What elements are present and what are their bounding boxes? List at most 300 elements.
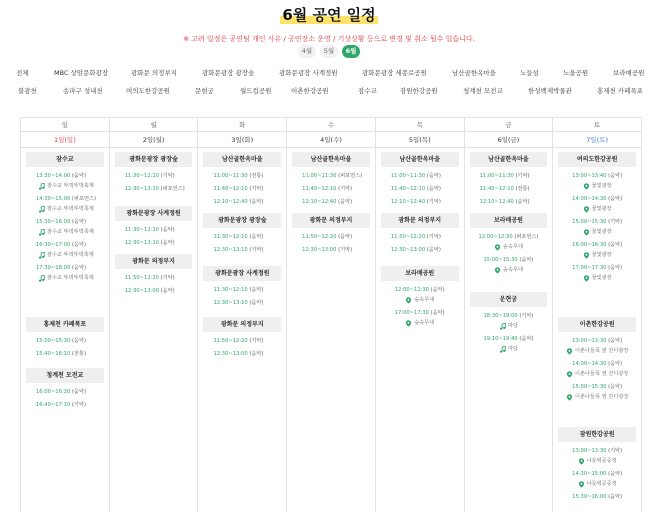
time-range: 11:30~12:10 <box>124 173 159 179</box>
venue-name[interactable]: 운현궁 <box>470 292 548 307</box>
date-label: 3일(화) <box>198 132 286 148</box>
genre-label: (전통) <box>71 351 86 357</box>
performance-location <box>470 344 548 354</box>
day-column-wed <box>287 118 376 512</box>
location-pin-icon <box>566 348 573 355</box>
time-range: 13:30~14:00 <box>36 173 71 179</box>
performance-time <box>213 233 281 242</box>
time-range: 12:30~13:10 <box>213 247 248 253</box>
venue-card <box>203 213 281 255</box>
performance-item[interactable] <box>26 264 104 283</box>
genre-label: (음악) <box>608 338 623 344</box>
performance-time <box>125 185 193 194</box>
performance-time <box>558 241 636 250</box>
location-name: 물빛광장 <box>591 206 612 212</box>
performance-time <box>558 218 636 227</box>
location-name: 물빛광장 <box>591 229 612 235</box>
venue-filter-item[interactable]: 노을공원 <box>563 69 589 77</box>
venue-filter-item[interactable]: 잠원한강공원 <box>400 87 438 95</box>
venue-card <box>381 152 459 207</box>
venue-card <box>115 254 193 296</box>
performance-item[interactable] <box>203 246 281 255</box>
time-range: 15:30~16:00 <box>36 219 71 225</box>
date-label: 7일(토) <box>553 132 641 148</box>
performance-item[interactable] <box>26 337 104 346</box>
time-range: 15:00~15:30 <box>36 338 71 344</box>
location-pin-icon <box>583 229 590 236</box>
performance-time <box>391 246 459 255</box>
location-pin-icon <box>566 371 573 378</box>
time-range: 11:40~12:10 <box>479 186 514 192</box>
venue-card <box>26 317 104 359</box>
venue-name[interactable]: 여의도한강공원 <box>558 152 636 167</box>
performance-item[interactable] <box>470 185 548 194</box>
time-range: 11:50~12:20 <box>213 338 248 344</box>
time-range: 12:00~12:30 <box>478 234 513 240</box>
performance-time <box>125 287 193 296</box>
performance-time <box>470 335 548 344</box>
time-range: 14:30~15:00 <box>36 196 71 202</box>
venue-filter-item[interactable]: 문현궁 <box>195 87 214 95</box>
music-note-icon <box>38 183 45 190</box>
performance-item[interactable] <box>558 360 636 379</box>
performance-item[interactable] <box>558 218 636 237</box>
performance-time <box>213 337 281 346</box>
genre-label: (기악) <box>338 247 353 253</box>
genre-label: (음악) <box>426 247 441 253</box>
venue-name[interactable]: 홍제천 카페폭포 <box>26 317 104 332</box>
music-note-icon <box>38 229 45 236</box>
performance-location <box>558 369 636 379</box>
weekday-label: 토 <box>553 118 641 132</box>
venue-filter-item[interactable]: 홍제천 카페폭포 <box>597 87 644 95</box>
venue-filter-item[interactable]: 잠수교 <box>358 87 377 95</box>
day-column-fri <box>465 118 554 512</box>
venue-filter-item[interactable]: 청계천 모전교 <box>463 87 503 95</box>
time-range: 13:00~13:30 <box>572 338 607 344</box>
performance-item[interactable] <box>470 198 548 207</box>
time-range: 11:30~12:10 <box>213 234 248 240</box>
genre-label: (음악) <box>515 199 530 205</box>
venue-filter-item[interactable]: MBC 상암문화광장 <box>54 69 109 77</box>
time-range: 13:00~13:40 <box>572 173 607 179</box>
performance-time <box>36 264 104 273</box>
performance-time <box>381 286 459 295</box>
time-range: 12:30~13:10 <box>124 186 159 192</box>
performance-item[interactable] <box>470 335 548 354</box>
performance-time <box>558 383 636 392</box>
genre-label: (음악) <box>71 173 86 179</box>
performance-item[interactable] <box>115 287 193 296</box>
performance-item[interactable] <box>115 274 193 283</box>
genre-label: (전통) <box>249 173 264 179</box>
venue-card <box>203 152 281 207</box>
performance-item[interactable] <box>26 172 104 191</box>
performance-location <box>381 295 459 305</box>
performance-time <box>213 350 281 359</box>
venue-name[interactable]: 이촌한강공원 <box>558 317 636 332</box>
venue-name[interactable]: 광화문광장 광장숲 <box>115 152 193 167</box>
performance-location <box>558 204 636 214</box>
genre-label: (음악) <box>160 240 175 246</box>
genre-label: (음악) <box>608 494 623 500</box>
genre-label: (기악) <box>515 173 530 179</box>
venue-filter-item[interactable]: 광화문 의정부지 <box>131 69 178 77</box>
genre-label: (음악) <box>338 234 353 240</box>
performance-item[interactable] <box>470 233 548 252</box>
performance-item[interactable] <box>558 470 636 489</box>
day-column-thu <box>376 118 465 512</box>
genre-label: (음악) <box>71 242 86 248</box>
performance-time <box>470 312 548 321</box>
time-range: 11:30~12:10 <box>124 227 159 233</box>
location-name: 물빛광장 <box>591 275 612 281</box>
location-pin-icon <box>583 206 590 213</box>
performance-item[interactable] <box>203 350 281 359</box>
location-name: 잠수교 뚜벅뚜벅축제 <box>47 206 94 212</box>
time-range: 14:30~15:00 <box>572 471 607 477</box>
genre-label: (기악) <box>249 338 264 344</box>
venue-card <box>292 213 370 255</box>
performance-item[interactable] <box>558 337 636 356</box>
venue-card <box>115 152 193 194</box>
location-name: 숲속무대 <box>414 297 435 303</box>
performance-item[interactable] <box>558 383 636 402</box>
weekday-label: 수 <box>287 118 375 132</box>
venue-card <box>203 317 281 359</box>
genre-label: (음악) <box>608 265 623 271</box>
performance-location <box>558 346 636 356</box>
day-column-mon <box>110 118 199 512</box>
location-pin-icon <box>566 394 573 401</box>
performance-item[interactable] <box>292 172 370 181</box>
notice-text: ※ 고려 일정은 공연팀 개인 사유 / 공연장소 운영 / 기상상황 등으로 변경 및 취소 될수 있습니다. <box>183 35 475 43</box>
venue-card <box>558 427 636 502</box>
performance-item[interactable] <box>558 264 636 283</box>
time-range: 12:10~12:40 <box>479 199 514 205</box>
performance-time <box>558 264 636 273</box>
performance-item[interactable] <box>26 350 104 359</box>
time-range: 12:30~13:00 <box>213 351 248 357</box>
venue-card <box>292 152 370 207</box>
performance-location <box>558 392 636 402</box>
venue-name[interactable]: 남산골한옥마을 <box>292 152 370 167</box>
time-range: 11:40~12:10 <box>213 186 248 192</box>
location-pin-icon <box>405 297 412 304</box>
genre-label: (음악) <box>608 471 623 477</box>
performance-time <box>125 226 193 235</box>
venue-name[interactable]: 남산골한옥마을 <box>203 152 281 167</box>
performance-time <box>391 233 459 242</box>
location-name: 이촌나들목 옆 잔디광장 <box>574 348 629 354</box>
performance-time <box>213 299 281 308</box>
performance-item[interactable] <box>203 299 281 308</box>
genre-label: (퍼포먼스) <box>514 234 539 240</box>
location-pin-icon <box>405 320 412 327</box>
venue-card <box>26 152 104 283</box>
venue-card <box>26 368 104 410</box>
venue-filter-item[interactable]: 노들섬 <box>520 69 539 77</box>
performance-time <box>381 309 459 318</box>
venue-filter-item[interactable]: 광화문광장 사계정원 <box>279 69 338 77</box>
location-pin-icon <box>578 481 585 488</box>
genre-label: (기악) <box>249 247 264 253</box>
music-note-icon <box>499 323 506 330</box>
location-name: 물빛광장 <box>591 183 612 189</box>
performance-time <box>36 241 104 250</box>
location-pin-icon <box>583 252 590 259</box>
venue-filter-item[interactable]: 이촌한강공원 <box>291 87 329 95</box>
performance-item[interactable] <box>115 239 193 248</box>
performance-item[interactable] <box>26 401 104 410</box>
time-range: 11:40~12:10 <box>302 186 337 192</box>
time-range: 12:30~13:10 <box>213 300 248 306</box>
venue-name[interactable]: 잠원한강공원 <box>558 427 636 442</box>
venue-filter-item[interactable]: 여의도한강공원 <box>126 87 170 95</box>
performance-item[interactable] <box>115 172 193 181</box>
venue-card <box>470 152 548 207</box>
time-range: 11:50~12:20 <box>390 234 426 240</box>
genre-label: (음악) <box>430 310 445 316</box>
weekday-label: 화 <box>198 118 286 132</box>
venue-card <box>558 152 636 283</box>
performance-time <box>558 337 636 346</box>
location-name: 잠수교 뚜벅뚜벅축제 <box>47 183 94 189</box>
music-note-icon <box>38 252 45 259</box>
performance-item[interactable] <box>203 286 281 295</box>
performance-location <box>558 227 636 237</box>
performance-item[interactable] <box>381 286 459 305</box>
performance-location <box>558 250 636 260</box>
venue-name[interactable]: 광화문 의정부지 <box>381 213 459 228</box>
performance-time <box>36 172 104 181</box>
time-range: 12:30~13:00 <box>302 247 337 253</box>
performance-item[interactable] <box>292 185 370 194</box>
venue-name[interactable]: 광화문광장 광장숲 <box>203 213 281 228</box>
location-pin-icon <box>494 267 501 274</box>
time-range: 16:40~17:10 <box>36 402 71 408</box>
genre-label: (음악) <box>160 288 175 294</box>
venue-filter-item[interactable]: 월드컵공원 <box>240 87 272 95</box>
performance-item[interactable] <box>381 185 459 194</box>
venue-filter-item[interactable]: 한성백제박물관 <box>528 87 572 95</box>
performance-item[interactable] <box>381 309 459 328</box>
venue-name[interactable]: 광화문 의정부지 <box>115 254 193 269</box>
genre-label: (음악) <box>71 219 86 225</box>
performance-item[interactable] <box>558 172 636 191</box>
genre-label: (음악) <box>426 173 441 179</box>
time-range: 11:50~12:20 <box>302 234 337 240</box>
venue-filter-item[interactable]: 불광천 <box>18 87 37 95</box>
date-label: 1일(일) <box>21 132 109 148</box>
performance-item[interactable] <box>558 195 636 214</box>
genre-label: (음악) <box>608 384 623 390</box>
performance-item[interactable] <box>558 493 636 502</box>
location-name: 잠수교 뚜벅뚜벅축제 <box>47 275 94 281</box>
performance-item[interactable] <box>203 172 281 181</box>
performance-item[interactable] <box>558 241 636 260</box>
genre-label: (음악) <box>249 351 264 357</box>
genre-label: (기악) <box>426 234 441 240</box>
performance-location <box>558 479 636 489</box>
time-range: 11:50~12:20 <box>124 275 159 281</box>
venue-name[interactable]: 광화문광장 사계정원 <box>115 206 193 221</box>
performance-time <box>36 218 104 227</box>
weekday-label: 일 <box>21 118 109 132</box>
venue-filter-item[interactable]: 보라매공원 <box>613 69 645 77</box>
venue-name[interactable]: 남산골한옥마을 <box>470 152 548 167</box>
performance-time <box>36 350 104 359</box>
performance-time <box>302 233 370 242</box>
music-note-icon <box>38 275 45 282</box>
venue-filter-item[interactable]: 송파구 성내천 <box>63 87 103 95</box>
location-name: 마당 <box>507 346 518 352</box>
genre-label: (기악) <box>249 186 264 192</box>
venue-name[interactable]: 광화문 의정부지 <box>292 213 370 228</box>
genre-label: (음악) <box>519 257 534 263</box>
venue-name[interactable]: 남산골한옥마을 <box>381 152 459 167</box>
performance-location <box>36 204 104 214</box>
venue-filter-item[interactable]: 전체 <box>16 69 29 77</box>
time-range: 11:30~12:10 <box>213 287 248 293</box>
performance-item[interactable] <box>203 337 281 346</box>
performance-location <box>558 456 636 466</box>
venue-filter-item[interactable]: 남산골한옥마을 <box>452 69 496 77</box>
performance-time <box>125 274 193 283</box>
location-name: 이촌나들목 옆 잔디광장 <box>574 371 629 377</box>
performance-item[interactable] <box>26 218 104 237</box>
month-tab-april[interactable]: 4월 <box>298 45 316 58</box>
genre-label: (음악) <box>160 227 175 233</box>
genre-label: (퍼포먼스) <box>338 173 363 179</box>
venue-name[interactable]: 잠수교 <box>26 152 104 167</box>
venue-name[interactable]: 광화문 의정부지 <box>203 317 281 332</box>
performance-item[interactable] <box>203 198 281 207</box>
location-pin-icon <box>494 244 501 251</box>
schedule-calendar <box>20 117 642 512</box>
performance-item[interactable] <box>115 185 193 194</box>
performance-time <box>213 172 281 181</box>
genre-label: (기악) <box>338 186 353 192</box>
location-name: 이촌나들목 옆 잔디광장 <box>574 394 629 400</box>
performance-time <box>302 198 370 207</box>
month-tab-june[interactable]: 6월 <box>342 45 360 58</box>
time-range: 11:40~12:10 <box>390 186 426 192</box>
time-range: 12:10~12:40 <box>213 199 248 205</box>
performance-time <box>36 337 104 346</box>
venue-card <box>470 292 548 354</box>
venue-filter-item[interactable]: 광화문광장 세종로공원 <box>362 69 427 77</box>
genre-label: (기악) <box>519 313 534 319</box>
genre-label: (음악) <box>608 173 623 179</box>
performance-item[interactable] <box>470 172 548 181</box>
performance-item[interactable] <box>26 388 104 397</box>
time-range: 12:30~13:00 <box>390 247 426 253</box>
performance-item[interactable] <box>381 172 459 181</box>
time-range: 15:00~15:30 <box>572 219 607 225</box>
date-label: 4일(수) <box>287 132 375 148</box>
day-column-sat <box>553 118 641 512</box>
performance-item[interactable] <box>26 241 104 260</box>
venue-name[interactable]: 보라매공원 <box>470 213 548 228</box>
time-range: 12:00~12:30 <box>394 287 429 293</box>
performance-item[interactable] <box>558 447 636 466</box>
performance-location <box>36 227 104 237</box>
time-range: 15:30~16:00 <box>572 494 607 500</box>
performance-time <box>558 360 636 369</box>
location-name: 나룻텍공중정 <box>586 481 617 487</box>
time-range: 14:00~14:30 <box>572 361 607 367</box>
performance-time <box>125 172 193 181</box>
performance-item[interactable] <box>26 195 104 214</box>
location-name: 숲속무대 <box>414 320 435 326</box>
time-range: 17:00~17:30 <box>394 310 429 316</box>
location-name: 잠수교 뚜벅뚜벅축제 <box>47 252 94 258</box>
time-range: 17:30~18:00 <box>36 265 71 271</box>
performance-time <box>470 256 548 265</box>
performance-item[interactable] <box>203 185 281 194</box>
genre-label: (음악) <box>430 287 445 293</box>
venue-name[interactable]: 보라매공원 <box>381 266 459 281</box>
performance-item[interactable] <box>381 198 459 207</box>
performance-location <box>558 273 636 283</box>
venue-card <box>558 317 636 402</box>
performance-item[interactable] <box>203 233 281 242</box>
performance-time <box>480 185 548 194</box>
genre-label: (기악) <box>160 173 175 179</box>
venue-name[interactable]: 청계천 모전교 <box>26 368 104 383</box>
performance-item[interactable] <box>115 226 193 235</box>
performance-time <box>558 470 636 479</box>
performance-item[interactable] <box>470 256 548 275</box>
performance-item[interactable] <box>381 233 459 242</box>
time-range: 12:30~13:10 <box>124 240 159 246</box>
genre-label: (기악) <box>71 402 86 408</box>
performance-time <box>213 246 281 255</box>
performance-location <box>36 181 104 191</box>
genre-label: (음악) <box>608 242 623 248</box>
venue-filter-item[interactable]: 광화문광장 광장숲 <box>202 69 255 77</box>
time-range: 16:30~17:00 <box>36 242 71 248</box>
genre-label: (음악) <box>338 199 353 205</box>
genre-label: (음악) <box>608 361 623 367</box>
performance-item[interactable] <box>292 246 370 255</box>
genre-label: (기악) <box>608 219 623 225</box>
venue-card <box>470 213 548 275</box>
music-note-icon <box>38 206 45 213</box>
location-name: 마당 <box>507 323 518 329</box>
genre-label: (기악) <box>608 448 623 454</box>
time-range: 18:30~19:00 <box>483 313 518 319</box>
venue-name[interactable]: 광화문광장 사계정원 <box>203 266 281 281</box>
performance-item[interactable] <box>292 198 370 207</box>
performance-item[interactable] <box>292 233 370 242</box>
weekday-label: 월 <box>110 118 198 132</box>
performance-time <box>480 198 548 207</box>
month-tab-may[interactable]: 5월 <box>320 45 338 58</box>
performance-item[interactable] <box>470 312 548 331</box>
location-name: 잠수교 뚜벅뚜벅축제 <box>47 229 94 235</box>
venue-card <box>381 266 459 328</box>
performance-item[interactable] <box>381 246 459 255</box>
music-note-icon <box>499 346 506 353</box>
time-range: 19:10~19:40 <box>483 336 518 342</box>
genre-label: (음악) <box>249 300 264 306</box>
performance-location <box>36 273 104 283</box>
time-range: 17:00~17:30 <box>572 265 607 271</box>
location-pin-icon <box>583 183 590 190</box>
location-pin-icon <box>578 458 585 465</box>
